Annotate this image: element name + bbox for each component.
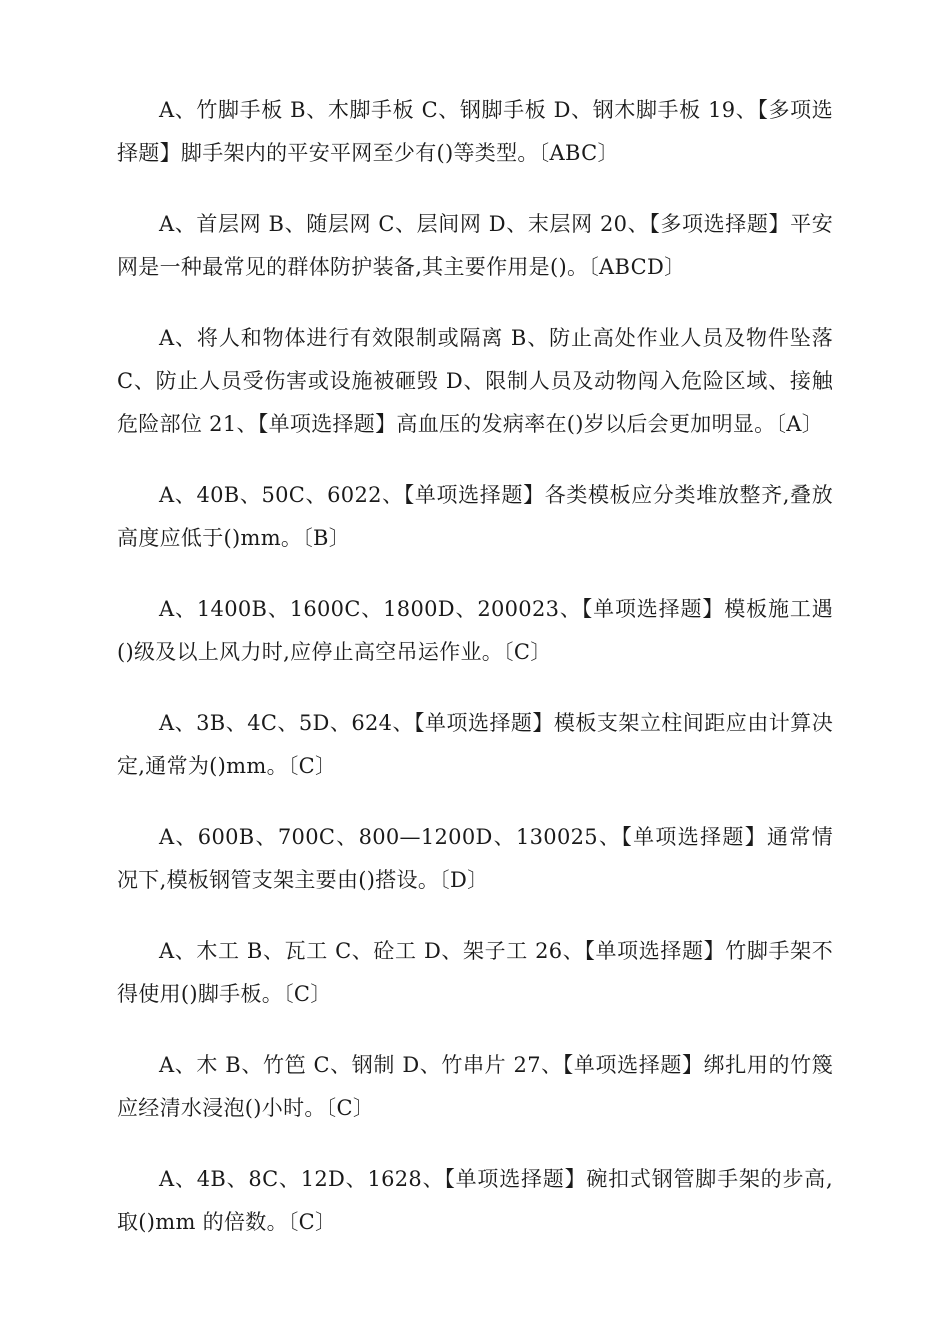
question-paragraph: A、将人和物体进行有效限制或隔离 B、防止高处作业人员及物件坠落 C、防止人员受伤害或设施被砸毁 D、限制人员及动物闯入危险区域、接触危险部位 21、【单项选择题】高血压的发病率在()岁以后会更加明显。〔A〕 bbox=[117, 326, 833, 436]
question-paragraph: A、首层网 B、随层网 C、层间网 D、末层网 20、【多项选择题】平安网是一种最常见的群体防护装备,其主要作用是()。〔ABCD〕 bbox=[117, 212, 833, 279]
question-paragraph: A、40B、50C、6022、【单项选择题】各类模板应分类堆放整齐,叠放高度应低于()mm。〔B〕 bbox=[117, 483, 833, 550]
question-paragraph: A、4B、8C、12D、1628、【单项选择题】碗扣式钢管脚手架的步高,取()mm 的倍数。〔C〕 bbox=[117, 1167, 833, 1234]
question-paragraph: A、木 B、竹笆 C、钢制 D、竹串片 27、【单项选择题】绑扎用的竹篾应经清水浸泡()小时。〔C〕 bbox=[117, 1053, 833, 1120]
question-paragraph: A、竹脚手板 B、木脚手板 C、钢脚手板 D、钢木脚手板 19、【多项选择题】脚手架内的平安平网至少有()等类型。〔ABC〕 bbox=[117, 98, 833, 165]
question-paragraph: A、3B、4C、5D、624、【单项选择题】模板支架立柱间距应由计算决定,通常为()mm。〔C〕 bbox=[117, 711, 833, 778]
document-body bbox=[117, 89, 833, 1272]
question-paragraph: A、木工 B、瓦工 C、砼工 D、架子工 26、【单项选择题】竹脚手架不得使用()脚手板。〔C〕 bbox=[117, 939, 833, 1006]
question-paragraph: A、600B、700C、800—1200D、130025、【单项选择题】通常情况下,模板钢管支架主要由()搭设。〔D〕 bbox=[117, 825, 833, 892]
question-paragraph: A、1400B、1600C、1800D、200023、【单项选择题】模板施工遇()级及以上风力时,应停止高空吊运作业。〔C〕 bbox=[117, 597, 833, 664]
